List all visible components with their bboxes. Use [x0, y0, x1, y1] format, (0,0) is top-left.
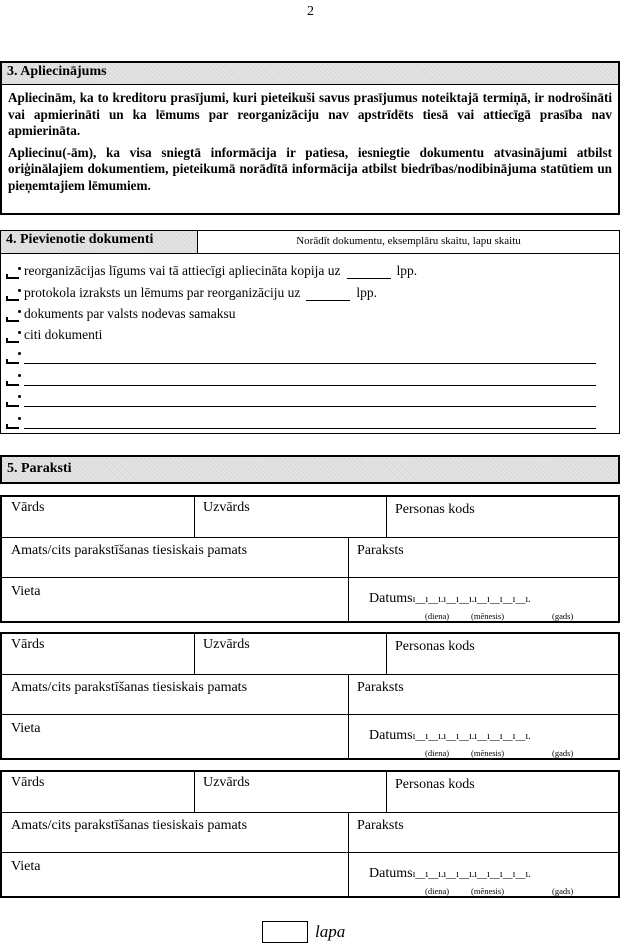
checkbox-icon[interactable]: [6, 353, 20, 364]
section-4-documents: [0, 230, 620, 435]
place-label: Vieta: [11, 584, 41, 599]
certification-paragraph-1: Apliecinām, ka to kreditoru prasījumi, kuri pieteikuši savus prasījumus noteiktajā termiņā, ir nodrošināti vai apmierināti un ka lēmums par reorganizāciju nav apstrīdēts tiesā vai attiecīgā prasība nav apmierināta.: [8, 90, 612, 138]
document-item[interactable]: reorganizācijas līgums vai tā attiecīgi apliecināta kopija uz lpp.: [6, 260, 417, 279]
section-3-title: 3. Apliecinājums: [2, 63, 618, 85]
page-count-box[interactable]: [262, 921, 308, 943]
year-label: (gads): [552, 886, 574, 896]
section-4-title: 4. Pievienotie dokumenti: [1, 231, 198, 253]
position-label: Amats/cits parakstīšanas tiesiskais pamats: [11, 680, 248, 695]
month-label: (mēnesis): [471, 611, 505, 621]
year-label: (gads): [552, 611, 574, 621]
other-document-line[interactable]: [6, 388, 596, 407]
page-count-blank[interactable]: [306, 288, 350, 301]
checkbox-icon[interactable]: [6, 375, 20, 386]
personal-code-label: Personas kods: [395, 777, 475, 792]
day-label: (diena): [425, 611, 450, 621]
first-name-label: Vārds: [11, 775, 45, 790]
checkbox-icon[interactable]: [6, 396, 20, 407]
section-3-certification: [0, 61, 620, 215]
day-label: (diena): [425, 748, 450, 758]
other-document-line[interactable]: [6, 345, 596, 364]
signature-block: [0, 495, 620, 623]
date-field[interactable]: Datumsı__ı__ı.ı__ı__ı.ı__ı__ı__ı__ı.: [369, 866, 531, 881]
other-document-line[interactable]: [6, 410, 596, 429]
lapa-label: lapa: [315, 922, 346, 941]
document-item[interactable]: protokola izraksts un lēmums par reorganizāciju uz lpp.: [6, 282, 377, 301]
signature-block: [0, 632, 620, 760]
date-field[interactable]: Datumsı__ı__ı.ı__ı__ı.ı__ı__ı__ı__ı.: [369, 591, 531, 606]
month-label: (mēnesis): [471, 748, 505, 758]
last-name-label: Uzvārds: [203, 500, 250, 515]
month-label: (mēnesis): [471, 886, 505, 896]
position-label: Amats/cits parakstīšanas tiesiskais pamats: [11, 543, 248, 558]
section-5-signatures: [0, 455, 620, 484]
signature-label: Paraksts: [357, 818, 404, 833]
last-name-label: Uzvārds: [203, 637, 250, 652]
day-label: (diena): [425, 886, 450, 896]
first-name-label: Vārds: [11, 637, 45, 652]
last-name-label: Uzvārds: [203, 775, 250, 790]
document-item[interactable]: citi dokumenti: [6, 324, 102, 343]
year-label: (gads): [552, 748, 574, 758]
position-label: Amats/cits parakstīšanas tiesiskais pamats: [11, 818, 248, 833]
personal-code-label: Personas kods: [395, 639, 475, 654]
personal-code-label: Personas kods: [395, 502, 475, 517]
checkbox-icon[interactable]: [6, 418, 20, 429]
checkbox-icon[interactable]: [6, 332, 20, 343]
first-name-label: Vārds: [11, 500, 45, 515]
page-count-blank[interactable]: [347, 266, 391, 279]
page-number: 2: [307, 4, 314, 19]
document-item[interactable]: dokuments par valsts nodevas samaksu: [6, 303, 235, 322]
checkbox-icon[interactable]: [6, 311, 20, 322]
signature-block: [0, 770, 620, 898]
date-field[interactable]: Datumsı__ı__ı.ı__ı__ı.ı__ı__ı__ı__ı.: [369, 728, 531, 743]
place-label: Vieta: [11, 721, 41, 736]
checkbox-icon[interactable]: [6, 268, 20, 279]
section-4-note: Norādīt dokumentu, eksemplāru skaitu, lapu skaitu: [296, 235, 521, 247]
section-5-title: 5. Paraksti: [2, 457, 618, 482]
checkbox-icon[interactable]: [6, 290, 20, 301]
certification-paragraph-2: Apliecinu(-ām), ka visa sniegtā informācija ir patiesa, iesniegtie dokumentu atvasinājumi atbilst oriģinālajiem dokumentiem, pieteikumā norādītā informācija atbilst biedrības/nodibinājuma statūtiem un pieņemtajiem lēmumiem.: [8, 144, 612, 193]
signature-label: Paraksts: [357, 680, 404, 695]
signature-label: Paraksts: [357, 543, 404, 558]
other-document-line[interactable]: [6, 367, 596, 386]
place-label: Vieta: [11, 859, 41, 874]
